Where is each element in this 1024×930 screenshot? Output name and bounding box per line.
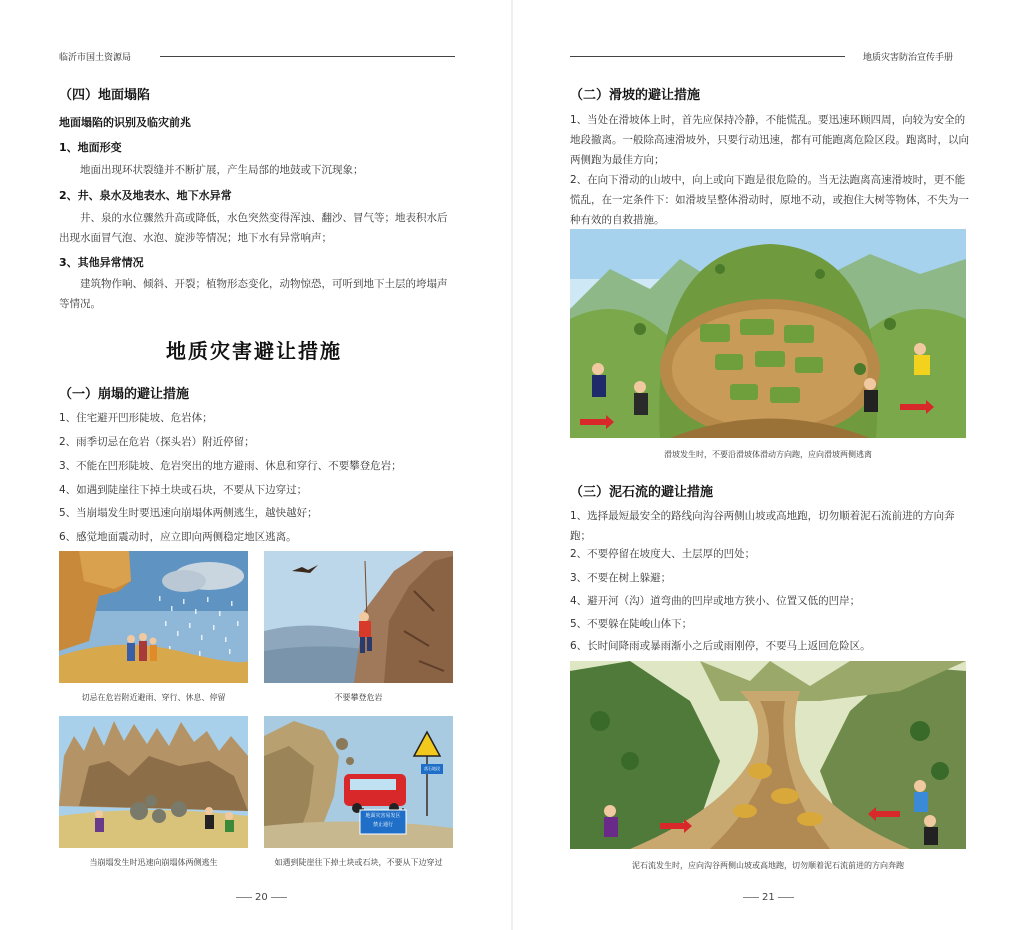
debris-list-item: 2、不要停留在坡度大、土层厚的凹处；: [570, 548, 756, 560]
debris-list-item: 4、避开河（沟）道弯曲的凹岸或地方狭小、位置又低的凹岸；: [570, 595, 861, 607]
landslide-illustration: [570, 229, 966, 438]
running-head-right: 地质灾害防治宣传手册: [863, 53, 954, 63]
hazard-sign-text-line: 禁止通行: [372, 822, 393, 828]
page-number-text: 20: [255, 892, 268, 903]
page-number-right: [743, 892, 794, 903]
item-body: 建筑物作响、倾斜、开裂；植物形态变化，动物惊恐，可听到地下土层的垮塌声等情况。: [59, 278, 448, 310]
landslide-paragraph: 1、当处在滑坡体上时，首先应保持冷静，不能慌乱。要迅速环顾四周，向较为安全的地段撤离。一般除高速滑坡外，只要行动迅速，都有可能跑离危险区段。跑离时，以向两侧跑为最佳方向；: [570, 114, 969, 166]
page-number-dash: [743, 897, 759, 898]
debris-flow-illustration: [570, 661, 966, 849]
page-number-dash: [271, 897, 287, 898]
item-body: 地面出现环状裂缝并不断扩展，产生局部的地鼓或下沉现象；: [80, 164, 364, 176]
main-title: 地质灾害避让措施: [166, 339, 342, 363]
collapse-list-item: 2、雨季切忌在危岩（探头岩）附近停留；: [59, 436, 255, 448]
landslide-paragraph: 2、在向下滑动的山坡中，向上或向下跑是很危险的。当无法跑离高速滑坡时，更不能慌乱，在一定条件下：如滑坡呈整体滑动时，原地不动，或抱住大树等物体，不失为一种有效的自救措施。: [570, 174, 969, 226]
section-heading-landslide: （二）滑坡的避让措施: [570, 88, 701, 103]
item-body: 井、泉的水位骤然升高或降低，水色突然变得浑浊、翻沙、冒气等；地表积水后出现水面冒气泡、水泡、旋涉等情况；地下水有异常响声；: [59, 212, 448, 244]
debris-caption: 泥石流发生时，应向沟谷两侧山坡或高地跑，切勿顺着泥石流前进的方向奔跑: [632, 861, 904, 870]
item-title: 2、井、泉水及地表水、地下水异常: [59, 189, 232, 202]
collapse-list-item: 1、住宅避开凹形陡坡、危岩体；: [59, 412, 213, 424]
overhang-rock-rain-illustration: [59, 551, 248, 683]
left-page: [0, 0, 511, 930]
debris-list-item: 3、不要在树上躲避；: [570, 572, 672, 584]
falling-rock-scene: [264, 716, 453, 848]
hazard-small-sign-text: 落石地段: [424, 766, 440, 771]
illustration-caption: 当崩塌发生时迅速向崩塌体两侧逃生: [89, 858, 218, 867]
collapse-list-item: 3、不能在凹形陡坡、危岩突出的地方避雨、休息和穿行、不要攀登危岩；: [59, 460, 402, 472]
debris-list-item: 5、不要躲在陡峻山体下；: [570, 618, 693, 630]
header-rule-right: [570, 56, 845, 57]
page-number-dash: [778, 897, 794, 898]
section-heading-ground-collapse: （四）地面塌陷: [59, 88, 151, 103]
section-heading-collapse: （一）崩塌的避让措施: [59, 387, 190, 402]
illustration-caption: 切忌在危岩附近避雨、穿行、休息、停留: [81, 693, 226, 702]
header-rule-left: [160, 56, 455, 57]
falling-rock-road-illustration: [264, 716, 453, 848]
running-head-left: 临沂市国土资源局: [59, 53, 132, 63]
climbing-cliff-illustration: [264, 551, 453, 683]
section-heading-debris-flow: （三）泥石流的避让措施: [570, 485, 714, 500]
collapse-list-item: 4、如遇到陡崖往下掉土块或石块，不要从下边穿过；: [59, 484, 308, 496]
rockfall-escape-illustration: [59, 716, 248, 848]
page-number-dash: [236, 897, 252, 898]
illustration-caption: 不要攀登危岩: [334, 693, 383, 702]
collapse-list-item: 5、当崩塌发生时要迅速向崩塌体两侧逃生，越快越好；: [59, 507, 318, 519]
item-title: 3、其他异常情况: [59, 256, 144, 269]
page-number-left: [236, 892, 287, 903]
illustration-caption: 如遇到陡崖往下掉土块或石块，不要从下边穿过: [274, 858, 443, 867]
debris-list-item: 6、长时间降雨或暴雨渐小之后或雨刚停，不要马上返回危险区。: [570, 640, 871, 652]
debris-list-item: 1、选择最短最安全的路线向沟谷两侧山坡或高地跑，切勿顺着泥石流前进的方向奔跑；: [570, 510, 955, 542]
page-number-text: 21: [762, 892, 775, 903]
item-title: 1、地面形变: [59, 141, 122, 154]
hazard-sign-text-line: 地面灾害易发区: [365, 813, 401, 819]
collapse-list-item: 6、感觉地面震动时，应立即向两侧稳定地区逃离。: [59, 531, 297, 543]
subheading-identification: 地面塌陷的识别及临灾前兆: [59, 116, 191, 129]
landslide-caption: 滑坡发生时，不要沿滑坡体滑动方向跑，应向滑坡两侧逃离: [664, 450, 872, 459]
right-page: [513, 0, 1024, 930]
